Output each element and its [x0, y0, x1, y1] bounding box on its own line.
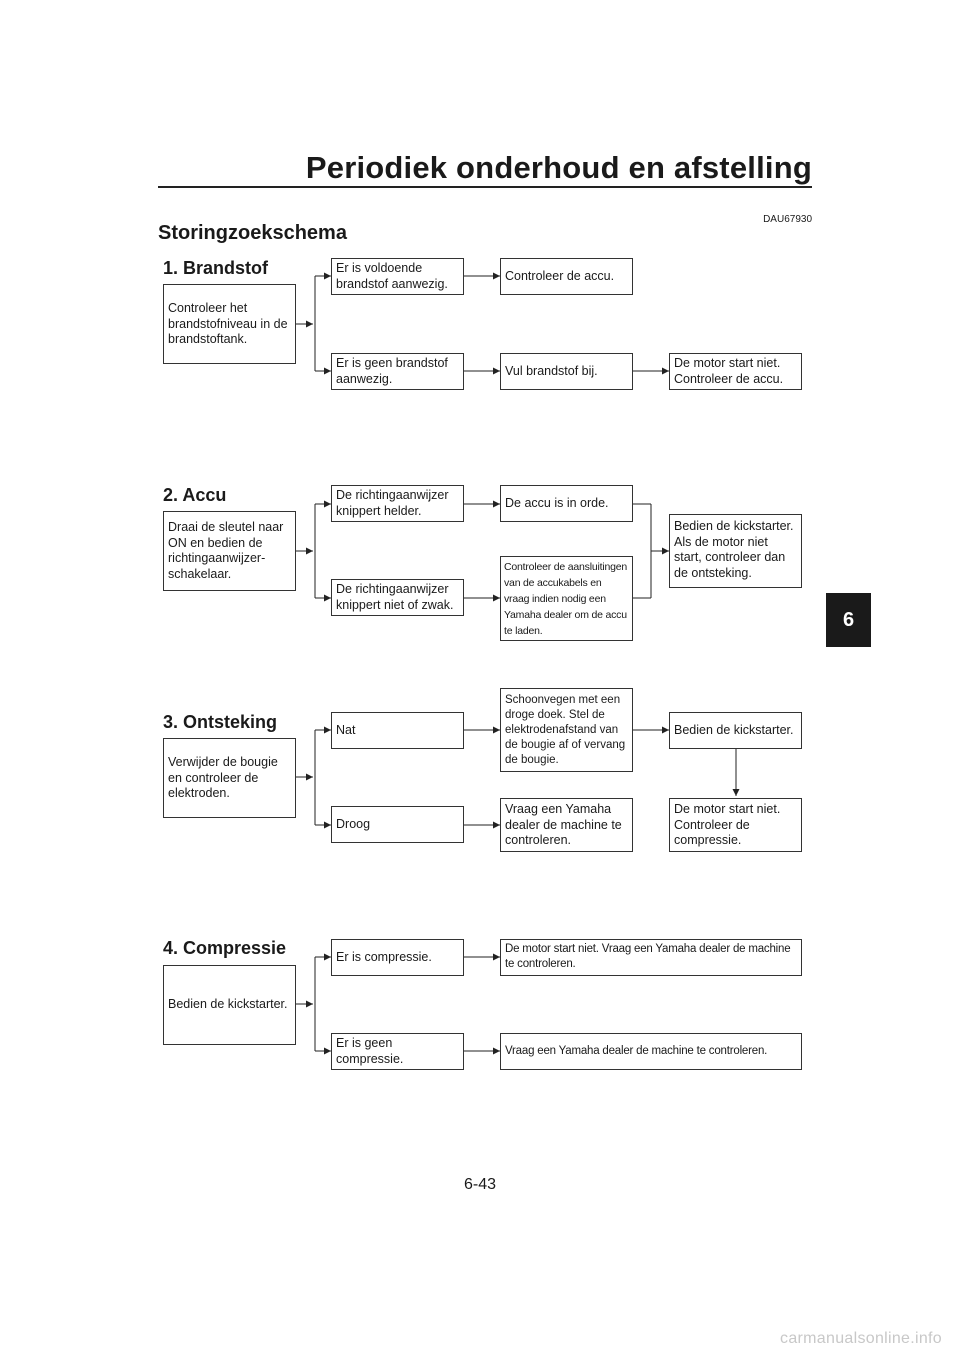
box-accu-yes: De richtingaanwijzer knippert helder. — [331, 485, 464, 522]
box-brandstof-start: Controleer het brandstofniveau in de brandstoftank. — [163, 284, 296, 364]
flowchart-heading-ontsteking: 3. Ontsteking — [163, 712, 278, 732]
box-accu-no-action: Controleer de aansluitingen van de accukabels en vraag indien nodig een Yamaha dealer om de accu te laden. — [500, 556, 633, 641]
box-ontsteking-start: Verwijder de bougie en controleer de elektroden. — [163, 738, 296, 818]
box-compressie-yes: Er is compressie. — [331, 939, 464, 976]
page-header-title: Periodiek onderhoud en afstelling — [305, 150, 812, 185]
box-compressie-start: Bedien de kickstarter. — [163, 965, 296, 1045]
box-accu-no: De richtingaanwijzer knippert niet of zwak. — [331, 579, 464, 616]
box-ontsteking-wet-final: De motor start niet. Controleer de compressie. — [669, 798, 802, 852]
box-ontsteking-dry-action: Vraag een Yamaha dealer de machine te controleren. — [500, 798, 633, 852]
document-code: DAU67930 — [763, 214, 812, 225]
chapter-tab[interactable]: 6 — [826, 593, 871, 647]
box-brandstof-no-action: Vul brandstof bij. — [500, 353, 633, 390]
box-compressie-no-result: Vraag een Yamaha dealer de machine te controleren. — [500, 1033, 802, 1070]
box-accu-result: Bedien de kickstarter. Als de motor niet start, controleer dan de ontsteking. — [669, 514, 802, 588]
flowchart-heading-compressie: 4. Compressie — [163, 938, 287, 958]
header-rule — [158, 186, 812, 188]
box-brandstof-yes: Er is voldoende brandstof aanwezig. — [331, 258, 464, 295]
flowchart-heading-brandstof: 1. Brandstof — [163, 258, 269, 278]
flowchart-heading-accu: 2. Accu — [163, 485, 227, 505]
box-compressie-no: Er is geen compressie. — [331, 1033, 464, 1070]
box-ontsteking-dry: Droog — [331, 806, 464, 843]
box-brandstof-yes-result: Controleer de accu. — [500, 258, 633, 295]
box-brandstof-no-result: De motor start niet. Controleer de accu. — [669, 353, 802, 390]
section-title: Storingzoekschema — [158, 222, 347, 244]
box-brandstof-no: Er is geen brandstof aanwezig. — [331, 353, 464, 390]
box-ontsteking-wet: Nat — [331, 712, 464, 749]
box-ontsteking-wet-result: Bedien de kickstarter. — [669, 712, 802, 749]
box-accu-yes-result: De accu is in orde. — [500, 485, 633, 522]
page-number: 6-43 — [463, 1176, 497, 1193]
box-ontsteking-wet-action: Schoonvegen met een droge doek. Stel de elektrodenafstand van de bougie af of vervang de bougie. — [500, 688, 633, 772]
watermark: carmanualsonline.info — [780, 1330, 942, 1347]
box-accu-start: Draai de sleutel naar ON en bedien de richtingaanwijzer-schakelaar. — [163, 511, 296, 591]
box-compressie-yes-result: De motor start niet. Vraag een Yamaha dealer de machine te controleren. — [500, 939, 802, 976]
